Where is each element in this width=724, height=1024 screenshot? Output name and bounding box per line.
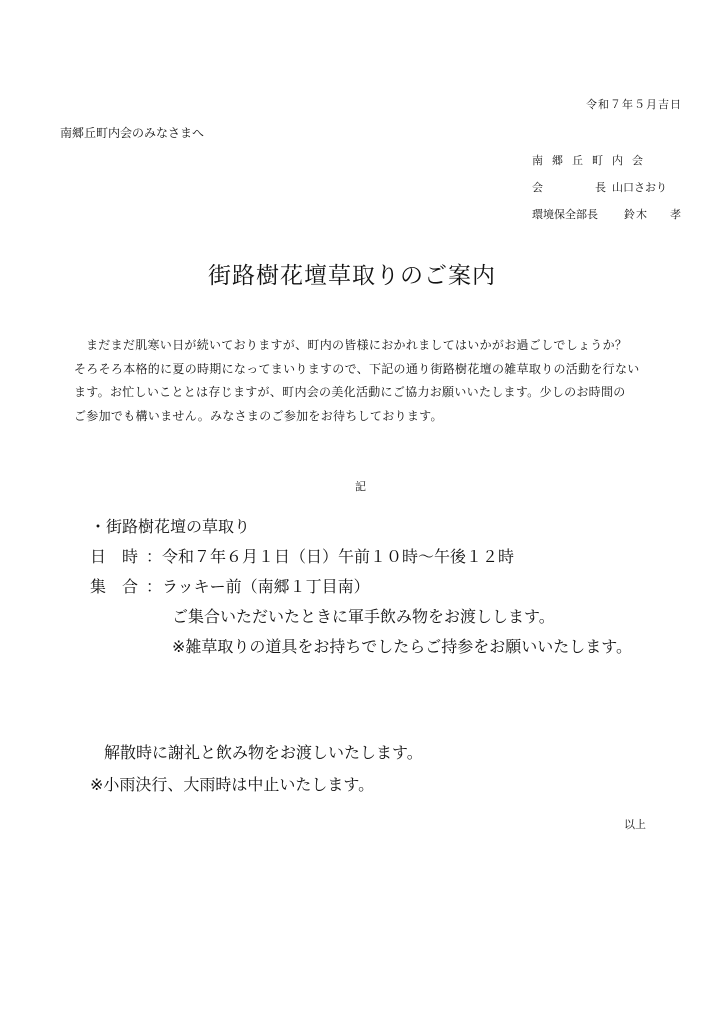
env-name: [624, 208, 682, 221]
chair-role-char-2: 長: [595, 181, 606, 194]
env-role: 環境保全部長: [532, 208, 598, 221]
event-item-title: ・街路樹花壇の草取り: [90, 517, 251, 536]
closing-mark: 以上: [624, 818, 646, 831]
note-line-2: ※小雨決行、大雨時は中止いたします。: [90, 775, 375, 794]
place-label-char-2: 合: [122, 577, 139, 596]
sender-chairperson: [532, 179, 667, 195]
env-name-given: 孝: [670, 208, 682, 221]
env-name-family: 鈴木: [624, 208, 648, 221]
sender-organization: 南郷丘町内会: [532, 154, 652, 167]
body-line-4: ご参加でも構いません。みなさまのご参加をお待ちしております。: [74, 408, 443, 423]
issue-date: 令和７年５月吉日: [586, 98, 682, 111]
place-label: [90, 572, 146, 602]
event-note-2: ※雑草取りの道具をお持ちでしたらご持参をお願いいたします。: [172, 637, 632, 656]
document-title: 街路樹花壇草取りのご案内: [208, 263, 496, 289]
body-line-1: まだまだ肌寒い日が続いておりますが、町内の皆様におかれましてはいかがお過ごしでしょうか？: [86, 338, 628, 352]
note-line-1: 解散時に謝礼と飲み物をお渡しいたします。: [104, 743, 423, 762]
event-datetime: [90, 542, 632, 572]
place-label-char-1: 集: [90, 577, 107, 596]
datetime-value: ：令和７年６月１日（日）午前１０時～午後１２時: [146, 547, 515, 566]
body-line-2: そろそろ本格的に夏の時期になってまいりますので、下記の通り街路樹花壇の雑草取りの活動を行ない: [74, 361, 640, 376]
body-line-3: ます。お忙しいこととは存じますが、町内会の美化活動にご協力お願いいたします。少しのお時間の: [74, 385, 626, 399]
ki-heading: 記: [355, 480, 366, 493]
chair-role: [532, 179, 612, 195]
event-note-1: ご集合いただいたときに軍手飲み物をお渡しします。: [172, 607, 555, 626]
place-value: ：ラッキー前（南郷１丁目南）: [146, 577, 370, 596]
chair-name: 山口さおり: [612, 181, 667, 194]
datetime-label-char-2: 時: [122, 547, 139, 566]
datetime-label-char-1: 日: [90, 547, 107, 566]
sender-environment-head: [532, 206, 682, 222]
additional-notes: [90, 737, 423, 801]
chair-role-char-1: 会: [532, 181, 543, 194]
event-details: [90, 512, 632, 662]
event-place: [90, 572, 632, 602]
recipient-line: 南郷丘町内会のみなさまへ: [60, 126, 205, 140]
datetime-label: [90, 542, 146, 572]
body-paragraph: [74, 334, 640, 428]
